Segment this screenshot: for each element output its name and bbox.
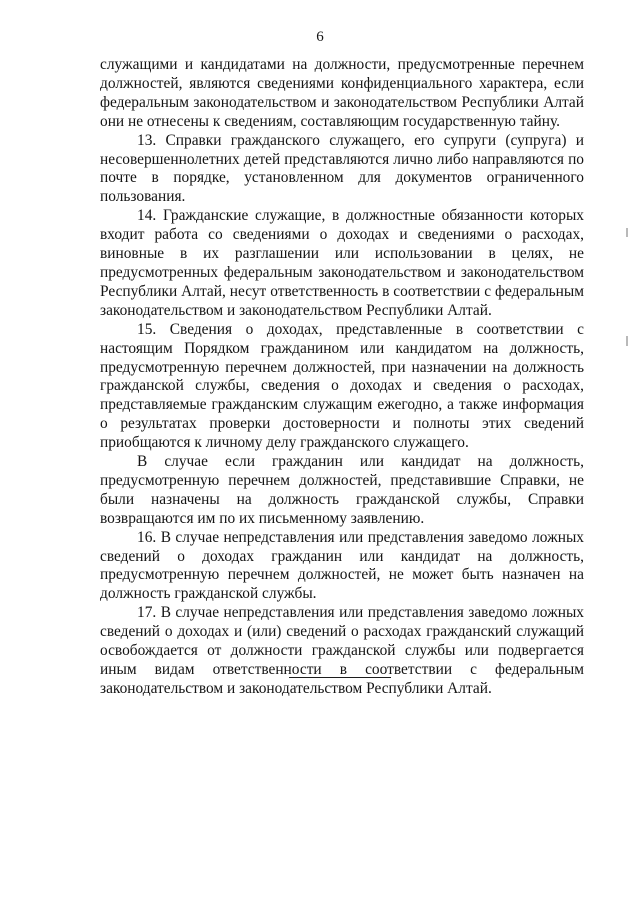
paragraph-item-15: 15. Сведения о доходах, представленные в соответствии с настоящим Порядком гражданином или кандидатом на должность, предусмотренную перечнем должностей, при назначении на должность гражданской службы, сведения о доходах и сведения о расходах, представляемые гражданским служащим ежегодно, а также информация о результатах проверки достоверности и полноты этих сведений приобщаются к личному делу гражданского служащего. [100, 320, 584, 452]
page-number: 6 [316, 29, 324, 45]
end-separator-line [289, 677, 391, 678]
document-body [100, 56, 584, 699]
paragraph-item-13: 13. Справки гражданского служащего, его супруги (супруга) и несовершеннолетних детей представляются лично либо направляются по почте в порядке, установленном для документов ограниченного пользования. [100, 131, 584, 206]
paragraph-continuation: служащими и кандидатами на должности, предусмотренные перечнем должностей, являются сведениями конфиденциального характера, если федеральным законодательством и законодательством Республики Алтай они не отнесены к сведениям, составляющим государственную тайну. [100, 56, 584, 130]
paragraph-item-16: 16. В случае непредставления или представления заведомо ложных сведений о доходах гражданин или кандидат на должность, предусмотренную перечнем должностей, не может быть назначен на должность гражданской службы. [100, 528, 584, 603]
scan-margin-mark [626, 336, 628, 346]
paragraph-item-17: 17. В случае непредставления или представления заведомо ложных сведений о доходах и (или) сведений о расходах гражданский служащий освобождается от должности гражданской службы или подвергается иным видам ответственности в соответствии с федеральным законодательством и законодательством Республики Алтай. [100, 604, 584, 697]
paragraph-item-14: 14. Гражданские служащие, в должностные обязанности которых входит работа со сведениями о доходах и сведениями о расходах, виновные в их разглашении или использовании в целях, не предусмотренных федеральным законодательством и законодательством Республики Алтай, несут ответственность в соответствии с федеральным законодательством и законодательством Республики Алтай. [100, 207, 584, 319]
paragraph-item-15-note: В случае если гражданин или кандидат на должность, предусмотренную перечнем должностей, представившие Справки, не были назначены на должность гражданской службы, Справки возвращаются им по их письменному заявлению. [100, 453, 584, 527]
scan-margin-mark [626, 228, 628, 237]
